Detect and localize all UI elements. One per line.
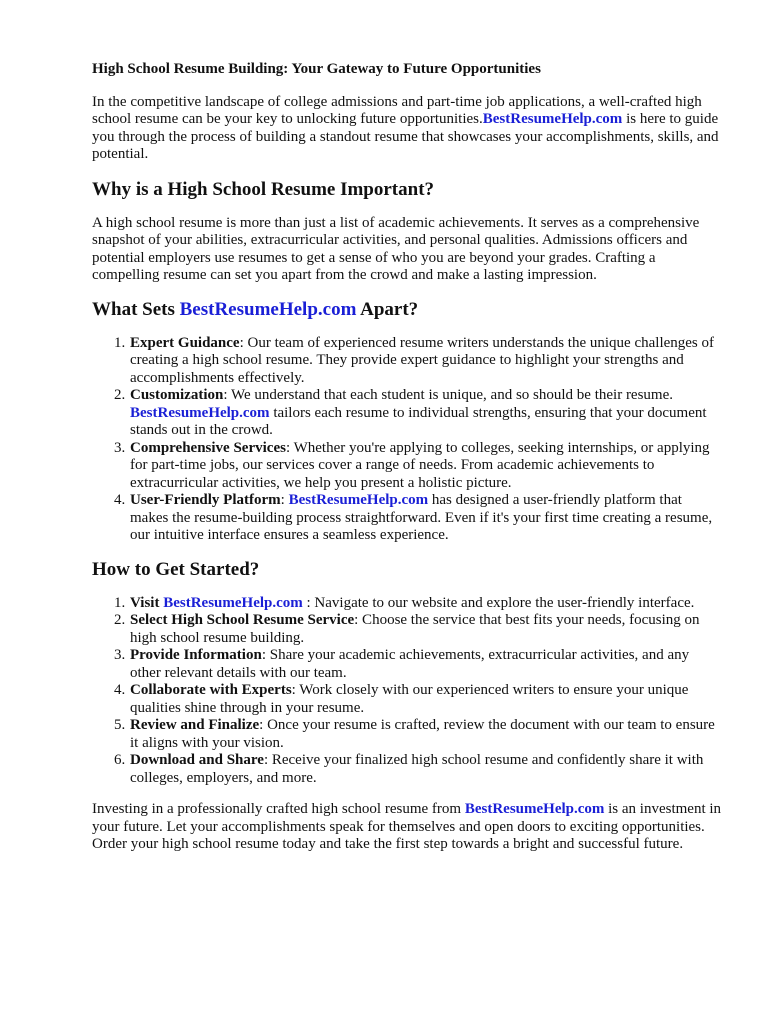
apart-heading bbox=[92, 299, 722, 321]
list-item-term: Collaborate with Experts bbox=[130, 682, 292, 698]
list-item-pre: : bbox=[280, 492, 289, 508]
closing-link[interactable]: BestResumeHelp.com bbox=[464, 801, 605, 817]
list-item-text: : Share your academic achievements, extracurricular activities, and any other relevant details with our team. bbox=[130, 647, 690, 681]
list-item bbox=[129, 647, 722, 682]
list-item-text: : Work closely with our experienced writers to ensure your unique qualities shine through in your resume. bbox=[130, 682, 689, 716]
list-item-link[interactable]: BestResumeHelp.com bbox=[130, 404, 270, 421]
intro-paragraph bbox=[92, 94, 722, 164]
list-item-text: : Whether you're applying to colleges, seeking internships, or applying for part-time jobs, our services cover a range of needs. From academic achievements to extracurricular activities, we help you present a holistic picture. bbox=[130, 439, 710, 491]
list-item bbox=[129, 492, 722, 545]
apart-heading-link[interactable]: BestResumeHelp.com bbox=[179, 298, 357, 320]
apart-heading-before: What Sets bbox=[92, 298, 180, 320]
list-item-link[interactable]: BestResumeHelp.com bbox=[163, 594, 303, 611]
list-item-term: Expert Guidance bbox=[130, 334, 240, 351]
list-item bbox=[129, 335, 722, 388]
list-item bbox=[129, 682, 722, 717]
list-item-text: : Once your resume is crafted, review the document with our team to ensure it aligns with your vision. bbox=[130, 717, 715, 751]
list-item-term: Review and Finalize bbox=[130, 717, 260, 733]
apart-list bbox=[92, 335, 722, 545]
intro-text-after: is here to guide you through the process of building a standout resume that showcases your accomplishments, skills, and potential. bbox=[92, 111, 719, 162]
list-item bbox=[129, 717, 722, 752]
list-item-text: : Receive your finalized high school resume and confidently share it with colleges, employers, and more. bbox=[130, 752, 704, 786]
list-item bbox=[129, 440, 722, 493]
list-item-term: Select High School Resume Service bbox=[130, 612, 355, 628]
list-item-term: Visit bbox=[130, 594, 164, 611]
list-item-term: Comprehensive Services bbox=[130, 439, 286, 456]
list-item-term: Download and Share bbox=[130, 752, 264, 768]
started-list bbox=[92, 595, 722, 788]
started-heading: How to Get Started? bbox=[92, 558, 260, 580]
list-item-pre: : We understand that each student is unique, and so should be their resume. bbox=[223, 387, 674, 403]
list-item bbox=[129, 752, 722, 787]
list-item-text: : Navigate to our website and explore the user-friendly interface. bbox=[302, 594, 695, 611]
list-item-text: has designed a user-friendly platform that makes the resume-building process straightforward. Even if it's your first time creating a resume, our intuitive interface ensures a seamless experience. bbox=[130, 492, 713, 543]
list-item-term: User-Friendly Platform bbox=[130, 492, 281, 508]
intro-link[interactable]: BestResumeHelp.com bbox=[482, 111, 623, 127]
list-item-link[interactable]: BestResumeHelp.com bbox=[288, 492, 429, 508]
list-item-text: tailors each resume to individual strengths, ensuring that your document stands out in the crowd. bbox=[130, 404, 707, 438]
list-item bbox=[129, 387, 722, 440]
list-item bbox=[129, 595, 722, 613]
list-item-text: : Choose the service that best fits your needs, focusing on high school resume building. bbox=[130, 612, 700, 646]
list-item-term: Customization bbox=[130, 387, 224, 403]
list-item bbox=[129, 612, 722, 647]
closing-text-before: Investing in a professionally crafted high school resume from bbox=[92, 801, 465, 817]
closing-text-after: is an investment in your future. Let your accomplishments speak for themselves and open doors to exciting opportunities. Order your high school resume today and take the first step towards a bright and successful future. bbox=[92, 801, 722, 852]
list-item-text: : Our team of experienced resume writers understands the unique challenges of creating a high school resume. They provide expert guidance to highlight your strengths and accomplishments effectively. bbox=[130, 334, 715, 386]
list-item-term: Provide Information bbox=[130, 647, 262, 663]
why-paragraph: A high school resume is more than just a list of academic achievements. It serves as a comprehensive snapshot of your abilities, extracurricular activities, and personal qualities. Admissions officers and potential employers use resumes to get a sense of who you are beyond your grades. Crafting a compelling resume can set you apart from the crowd and make a lasting impression. bbox=[92, 214, 700, 283]
apart-heading-after: Apart? bbox=[356, 298, 419, 320]
closing-paragraph bbox=[92, 801, 722, 854]
document-content bbox=[92, 61, 722, 854]
why-heading: Why is a High School Resume Important? bbox=[92, 178, 435, 200]
intro-text-before: In the competitive landscape of college admissions and part-time job applications, a well-crafted high school resume can be your key to unlocking future opportunities. bbox=[92, 93, 702, 127]
document-title: High School Resume Building: Your Gateway to Future Opportunities bbox=[92, 61, 541, 77]
